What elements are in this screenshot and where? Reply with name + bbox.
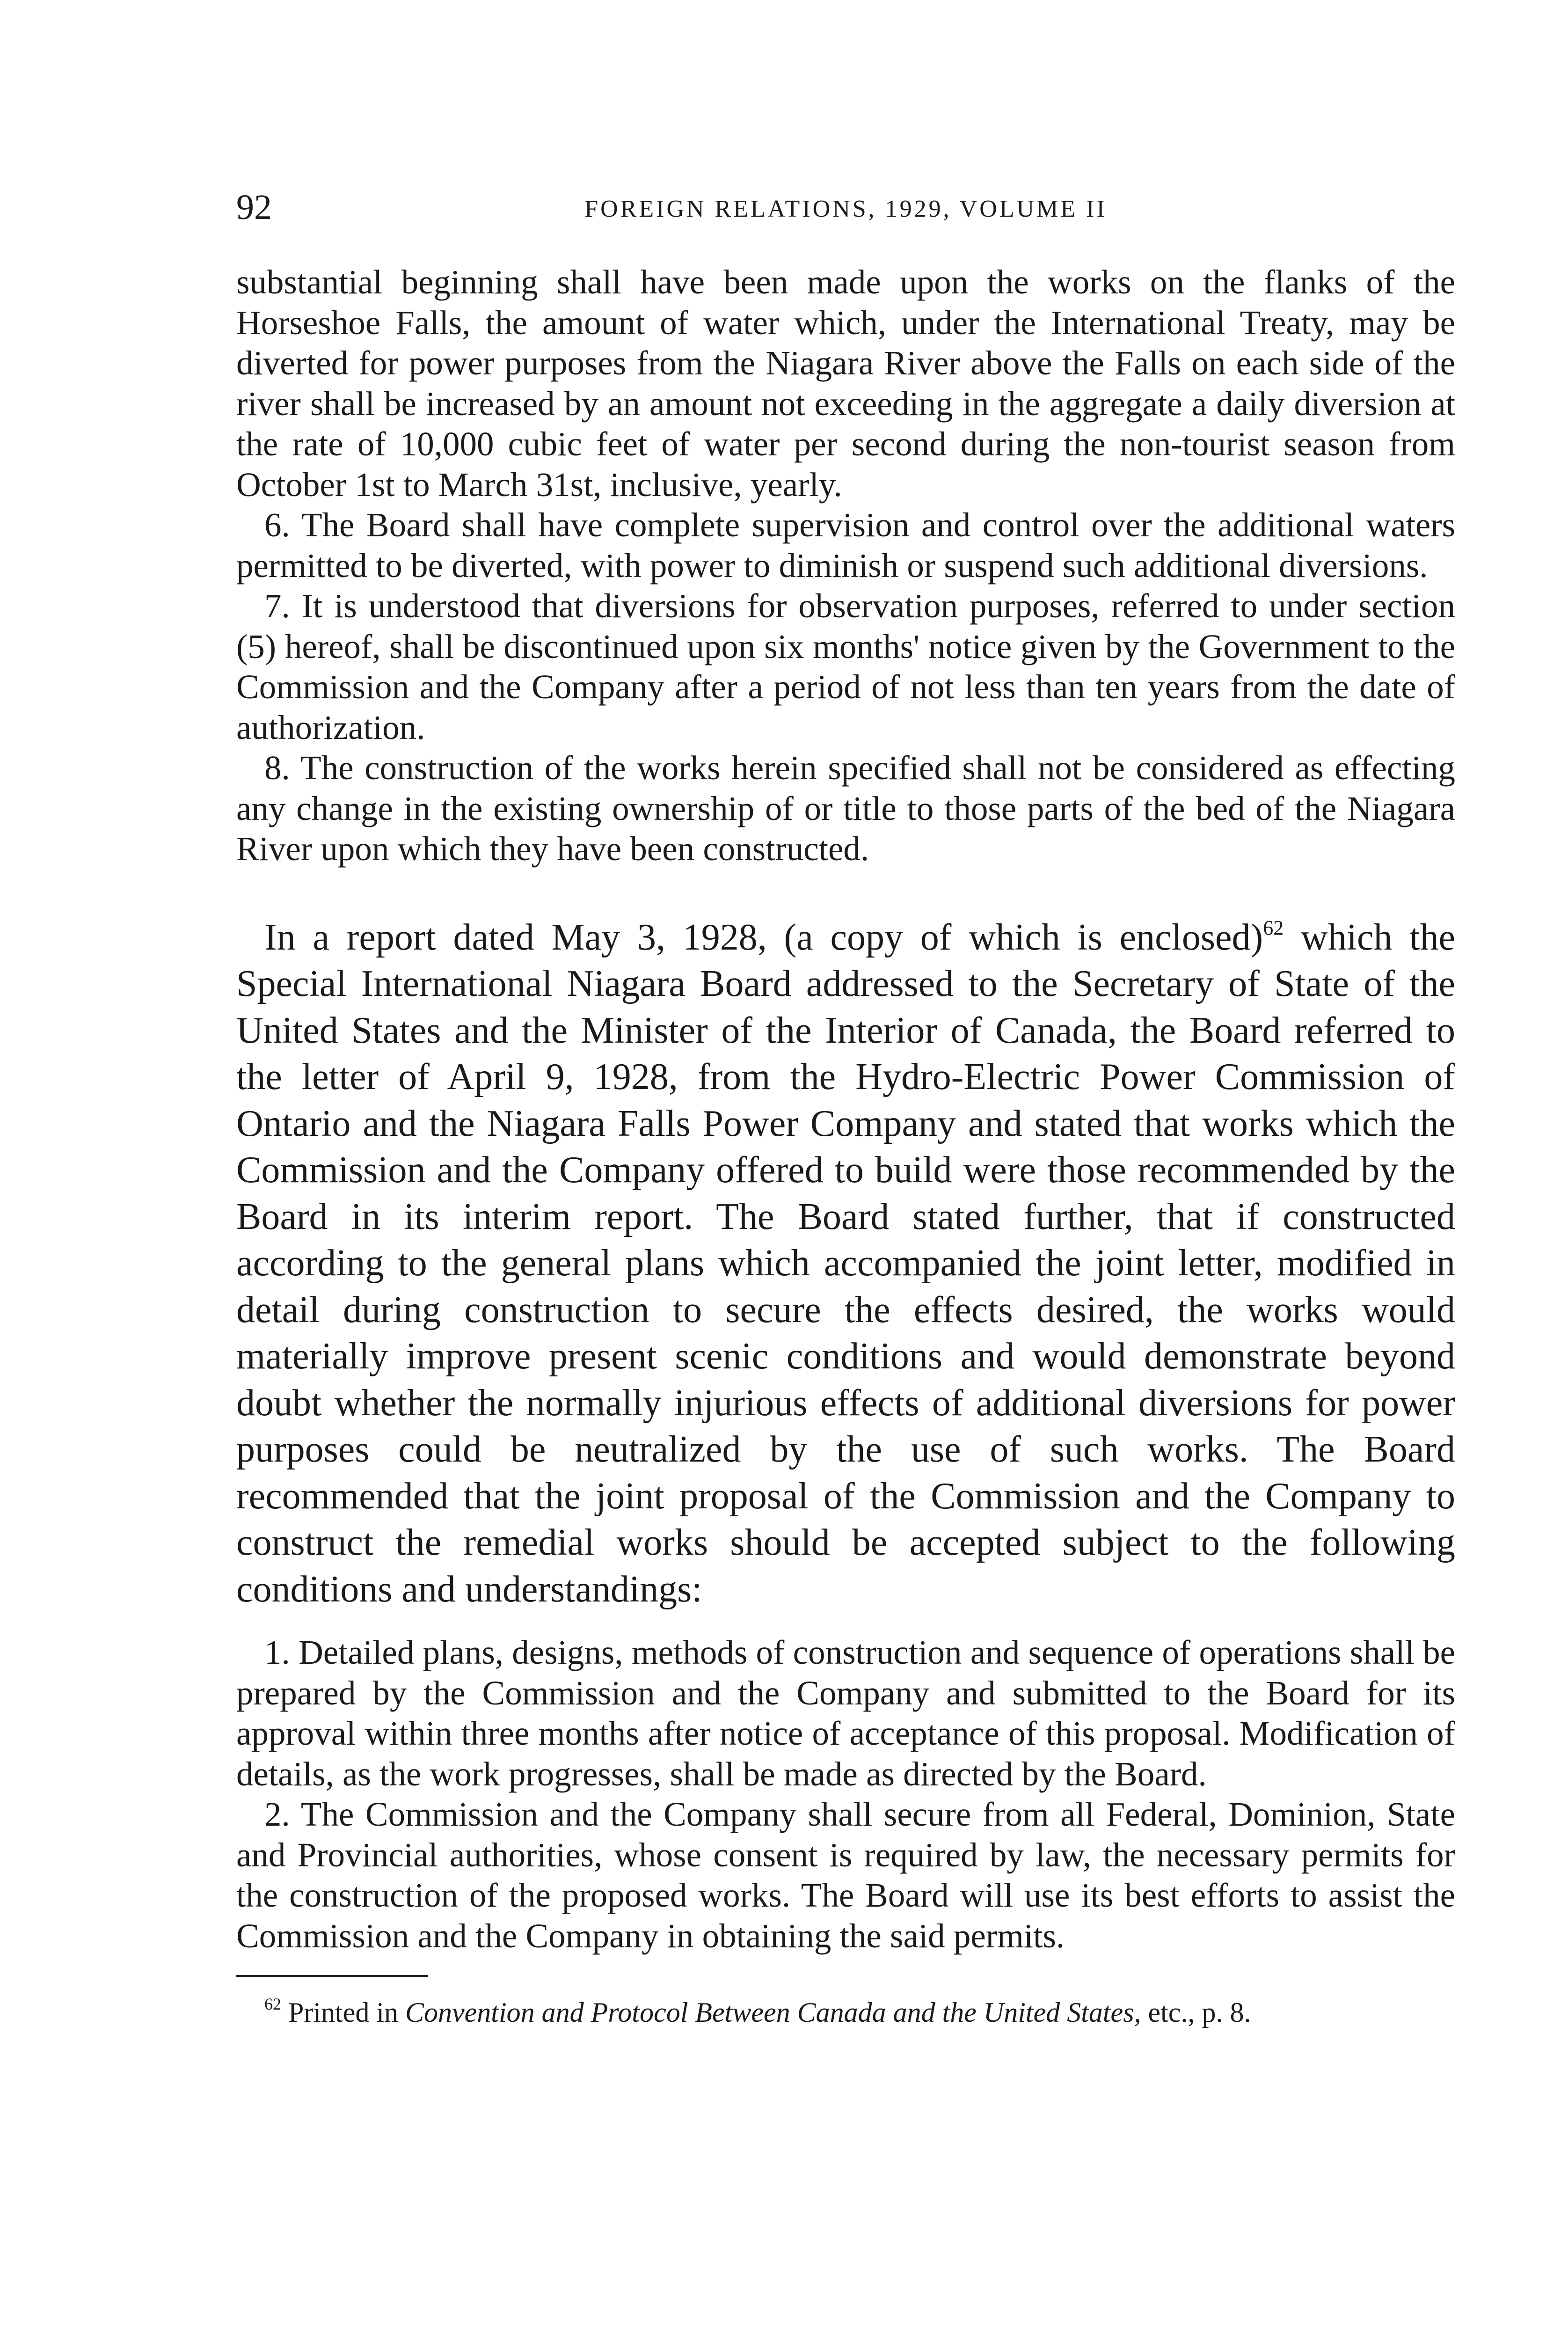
document-page (236, 185, 1455, 2030)
footnote-divider (236, 1975, 428, 1977)
running-head (236, 185, 1455, 236)
condition-8: 8. The construction of the works herein specified shall not be considered as effecting any change in the existing ownership of or title to those parts of the bed of the Niagara River upon which they have been constructed. (236, 749, 1455, 868)
footnote-prefix: Printed in (281, 1997, 405, 2028)
footnote-mark: 62 (264, 1995, 281, 2013)
body-text-after-ref: which the Special International Niagara Board addressed to the Secretary of State of the United States and the Minister of the Interior of Canada, the Board referred to the letter of April 9, 1928, from the Hydro-Electric Power Commission of Ontario and the Niagara Falls Power Company and stated that works which the Commission and the Company offered to build were those recommended by the Board in its interim report. The Board stated further, that if constructed according to the general plans which accompanied the joint letter, modified in detail during construction to secure the effects desired, the works would materially improve present scenic conditions and would demonstrate beyond doubt whether the normally injurious effects of additional diversions for power purposes could be neutralized by the use of such works. The Board recommended that the joint proposal of the Commission and the Company to construct the remedial works should be accepted subject to the following conditions and understandings: (236, 916, 1456, 1610)
body-text-before-ref: In a report dated May 3, 1928, (a copy of which is enclosed) (264, 916, 1263, 958)
condition-7: 7. It is understood that diversions for observation purposes, referred to under section (5) hereof, shall be discontinued upon six months' notice given by the Government to the Commission and the Company after a period of not less than ten years from the date of authorization. (236, 587, 1455, 746)
running-title: FOREIGN RELATIONS, 1929, VOLUME II (584, 196, 1107, 222)
condition-2: 2. The Commission and the Company shall secure from all Federal, Dominion, State and Provincial authorities, whose consent is required by law, the necessary permits for the construction of the proposed works. The Board will use its best efforts to assist the Commission and the Company in obtaining the said permits. (236, 1795, 1455, 1955)
condition-5-continuation: substantial beginning shall have been made upon the works on the flanks of the Horseshoe Falls, the amount of water which, under the International Treaty, may be diverted for power purposes from the Niagara River above the Falls on each side of the river shall be increased by an amount not exceeding in the aggregate a daily diversion at the rate of 10,000 cubic feet of water per second during the non-tourist season from October 1st to March 31st, inclusive, yearly. (236, 263, 1455, 504)
footnote-reference[interactable]: 62 (1263, 916, 1284, 939)
footnote-suffix: etc., p. 8. (1141, 1997, 1251, 2028)
quoted-conditions-new (236, 1632, 1455, 1956)
condition-1: 1. Detailed plans, designs, methods of construction and sequence of operations shall be prepared by the Commission and the Company and submitted to the Board for its approval within three months after notice of acceptance of this proposal. Modification of details, as the work progresses, shall be made as directed by the Board. (236, 1633, 1455, 1793)
footnote-title: Convention and Protocol Between Canada and the United States, (405, 1997, 1141, 2028)
quoted-conditions-continued (236, 262, 1455, 870)
footnote (236, 1995, 1455, 2030)
condition-6: 6. The Board shall have complete supervision and control over the additional waters permitted to be diverted, with power to diminish or suspend such additional diversions. (236, 506, 1455, 585)
page-number: 92 (236, 188, 272, 227)
body-paragraph (236, 914, 1455, 1613)
